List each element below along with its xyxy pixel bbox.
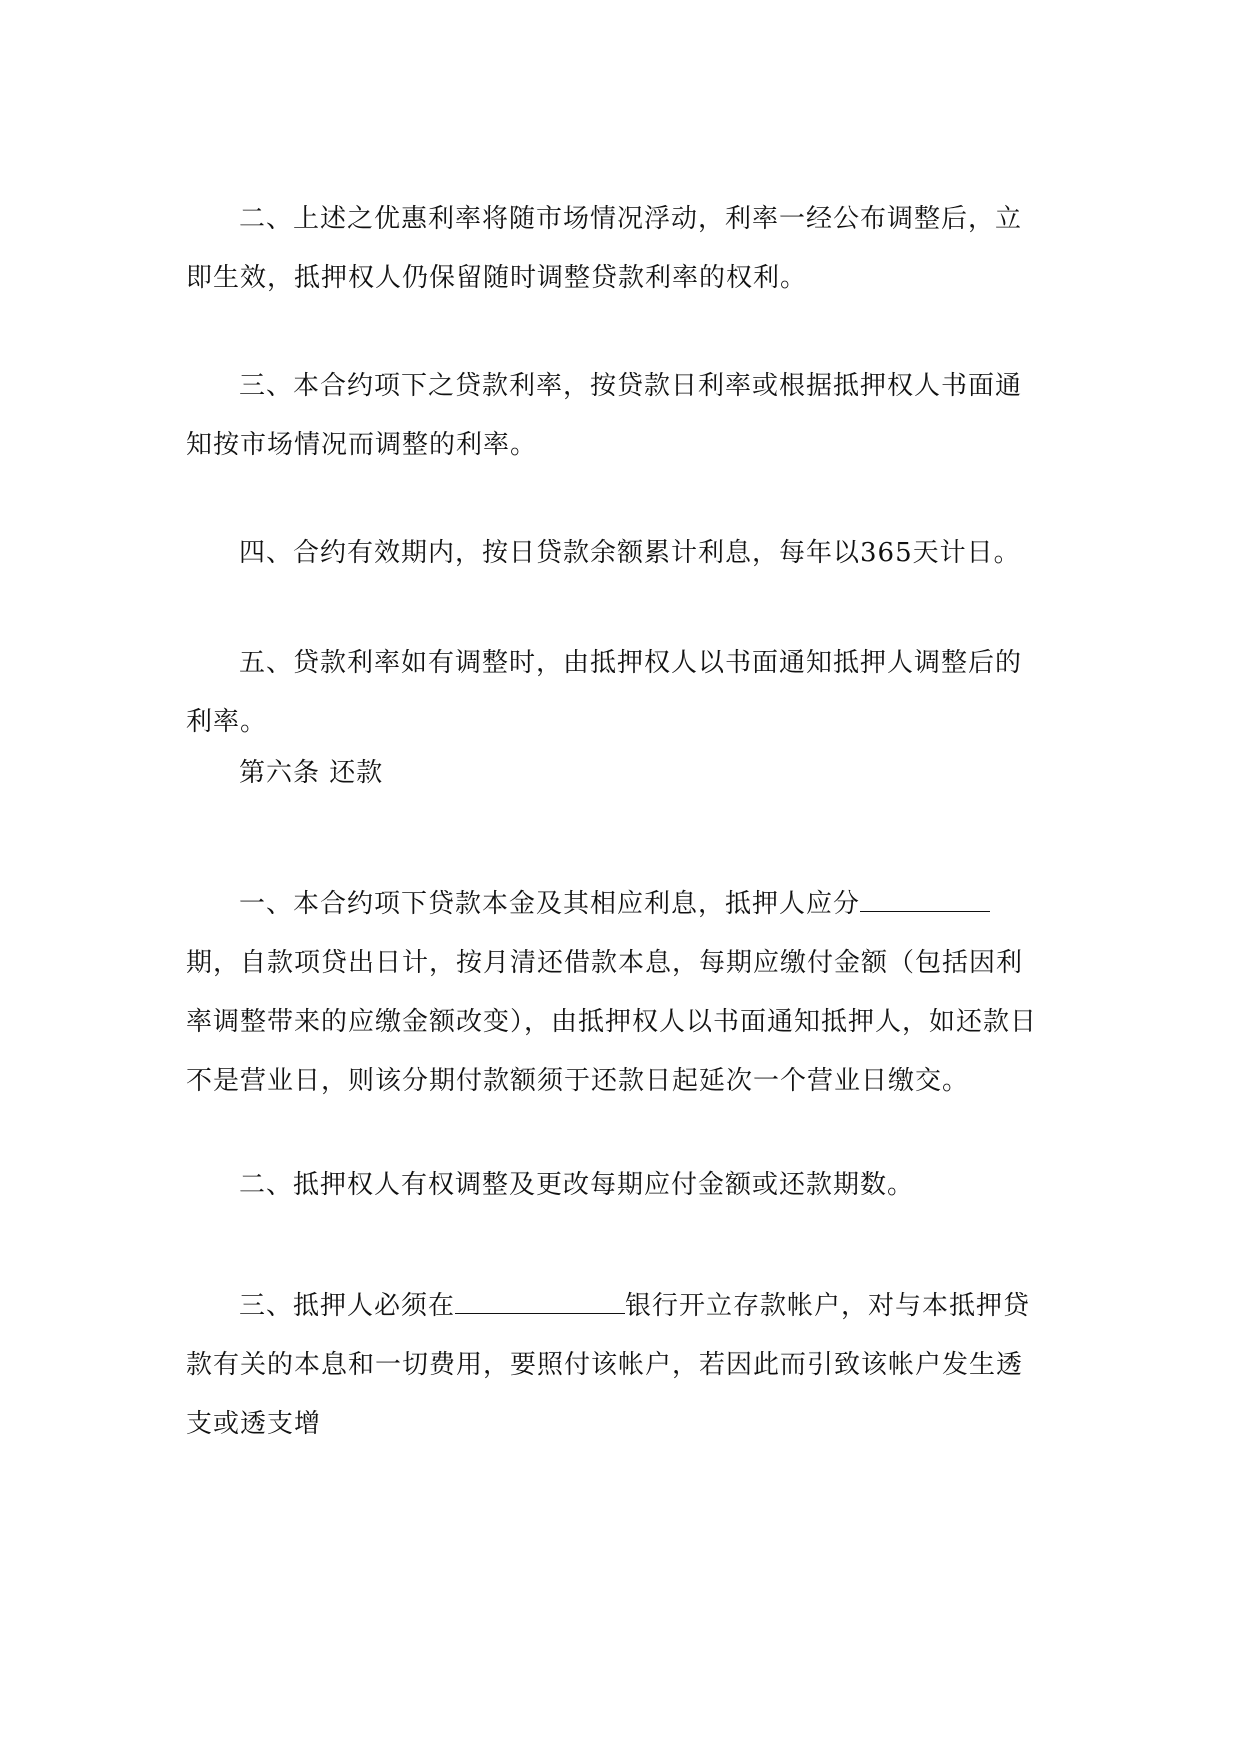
- paragraph-text: 五、贷款利率如有调整时，由抵押权人以书面通知抵押人调整后的利率。: [186, 648, 1023, 737]
- paragraph-deposit-account: [186, 1277, 1044, 1454]
- paragraph-text-before: 三、抵押人必须在: [239, 1291, 456, 1321]
- section-heading-article-6: [186, 744, 1044, 803]
- paragraph-rate-floating: [186, 190, 1044, 308]
- paragraph-text-after: 期，自款项贷出日计，按月清还借款本息，每期应缴付金额（包括因利率调整带来的应缴金额改变），由抵押权人以书面通知抵押人，如还款日不是营业日，则该分期付款额须于还款日起延次一个营业日缴交。: [186, 948, 1038, 1096]
- paragraph-repayment-installments: [186, 875, 1044, 1111]
- paragraph-text-after: 银行开立存款帐户，对与本抵押贷款有关的本息和一切费用，要照付该帐户，若因此而引致该帐户发生透支或透支增: [186, 1291, 1031, 1439]
- paragraph-text: 二、抵押权人有权调整及更改每期应付金额或还款期数。: [239, 1170, 915, 1200]
- paragraph-interest-calc: [186, 524, 1044, 583]
- bank-name-blank-field[interactable]: [455, 1287, 625, 1314]
- heading-text: 第六条 还款: [239, 758, 384, 788]
- paragraph-rate-adjust-notice: [186, 634, 1044, 752]
- paragraph-loan-rate: [186, 357, 1044, 475]
- paragraph-text: 二、上述之优惠利率将随市场情况浮动，利率一经公布调整后，立即生效，抵押权人仍保留随时调整贷款利率的权利。: [186, 204, 1023, 293]
- installments-blank-field[interactable]: [860, 885, 990, 912]
- paragraph-text: 四、合约有效期内，按日贷款余额累计利息，每年以365天计日。: [239, 538, 1021, 568]
- paragraph-adjust-installments: [186, 1156, 1044, 1215]
- paragraph-text-before: 一、本合约项下贷款本金及其相应利息，抵押人应分: [239, 889, 861, 919]
- paragraph-text: 三、本合约项下之贷款利率，按贷款日利率或根据抵押权人书面通知按市场情况而调整的利率。: [186, 371, 1023, 460]
